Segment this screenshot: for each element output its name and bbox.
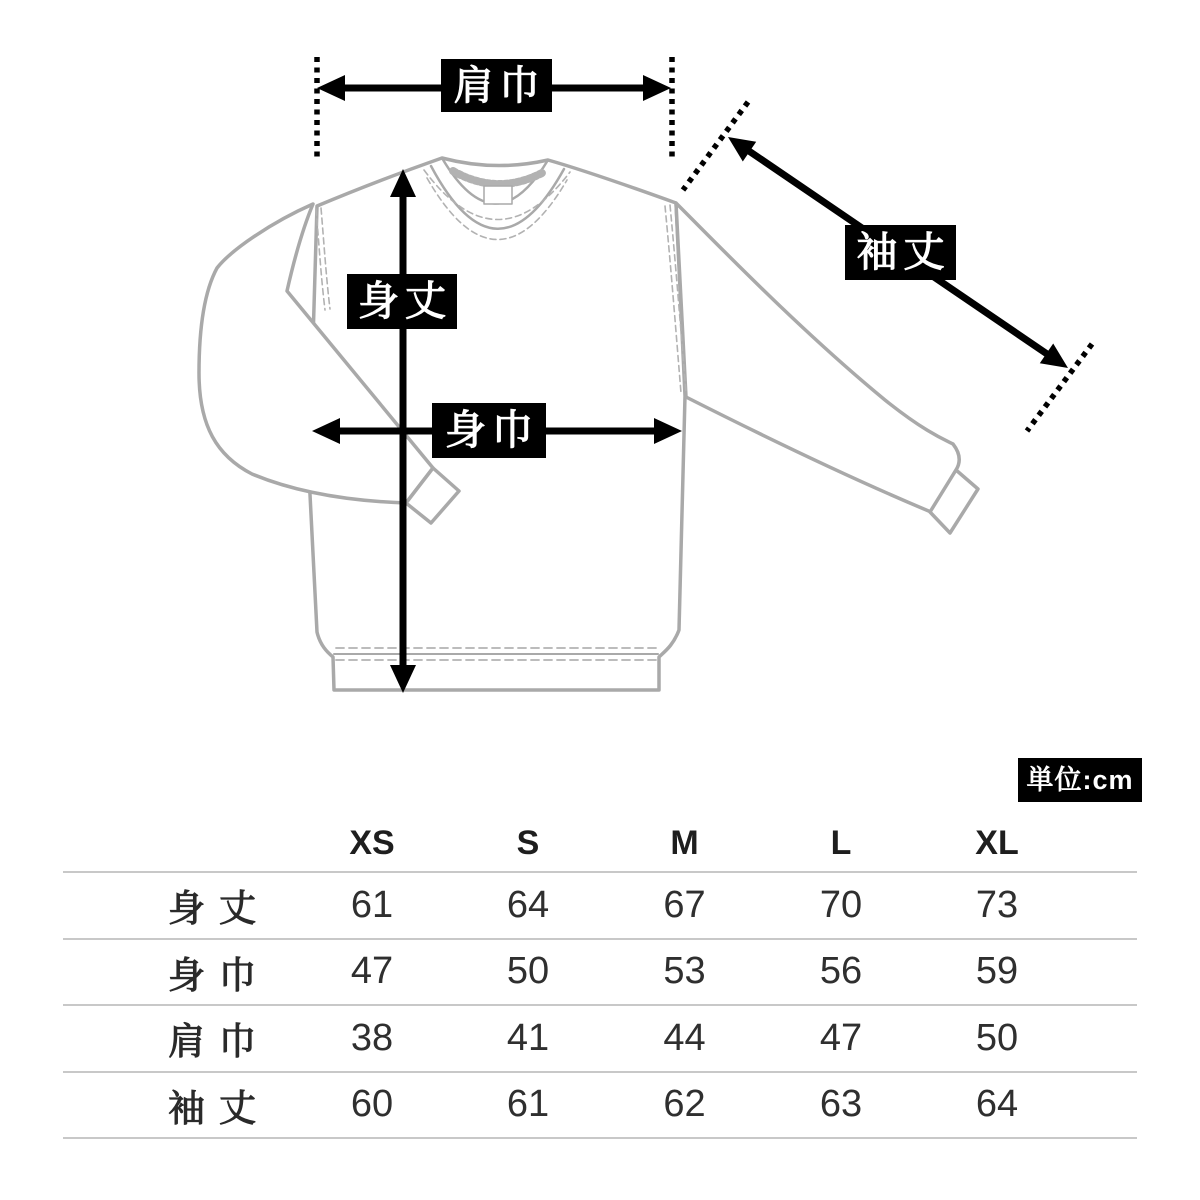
- size-value: 50: [506, 950, 550, 993]
- column-header-xs: XS: [349, 823, 395, 862]
- size-value: 38: [350, 1016, 394, 1059]
- size-value: 67: [663, 883, 706, 926]
- unit-badge: 単位:cm: [1018, 758, 1142, 802]
- row-label: 袖丈: [168, 1087, 270, 1129]
- size-value: 64: [975, 1083, 1019, 1126]
- size-value: 53: [663, 950, 706, 993]
- size-value: 44: [663, 1016, 706, 1059]
- shoulder-width-label: 肩巾: [441, 59, 552, 112]
- row-label: 身丈: [168, 888, 270, 930]
- size-value: 50: [975, 1016, 1019, 1059]
- size-value: 47: [350, 950, 394, 993]
- column-header-xl: XL: [975, 823, 1019, 862]
- size-value: 47: [819, 1016, 863, 1059]
- size-value: 73: [975, 883, 1019, 926]
- size-table-header-row: [63, 815, 1137, 873]
- body-width-label: 身巾: [432, 403, 546, 458]
- column-header-m: M: [670, 823, 699, 862]
- size-value: 61: [350, 883, 394, 926]
- row-label: 肩巾: [168, 1021, 270, 1063]
- column-header-s: S: [516, 823, 540, 862]
- size-value: 61: [506, 1083, 550, 1126]
- size-value: 63: [819, 1083, 863, 1126]
- column-header-l: L: [830, 823, 852, 862]
- table-row-body-width: [63, 940, 1137, 1007]
- table-row-sleeve-length: [63, 1073, 1137, 1140]
- size-value: 59: [975, 950, 1019, 993]
- size-value: 62: [663, 1083, 706, 1126]
- size-table: [63, 815, 1137, 1139]
- shoulder-width-arrowhead-left: [317, 75, 345, 101]
- neck-label-tag: [484, 186, 512, 204]
- table-row-body-length: [63, 873, 1137, 940]
- shoulder-width-arrowhead-right: [643, 75, 671, 101]
- size-value: 41: [506, 1016, 550, 1059]
- size-value: 60: [350, 1083, 394, 1126]
- row-label: 身巾: [168, 954, 270, 996]
- size-value: 70: [819, 883, 863, 926]
- body-length-label: 身丈: [347, 274, 457, 329]
- size-value: 64: [506, 883, 550, 926]
- size-value: 56: [819, 950, 863, 993]
- table-row-shoulder-width: [63, 1006, 1137, 1073]
- sleeve-length-label: 袖丈: [845, 225, 956, 280]
